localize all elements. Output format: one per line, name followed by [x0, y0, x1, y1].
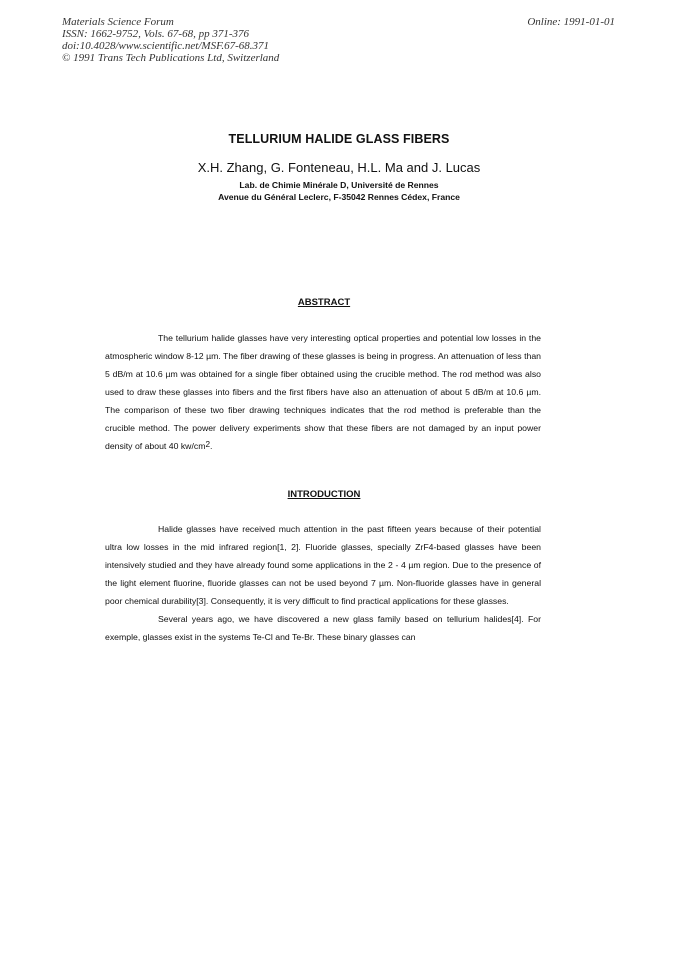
abstract-text: The tellurium halide glasses have very interesting optical properties and potential low losses in the atmospheric window 8-12 µm. The fiber drawing of these glasses is being in progress. An attenuation of less than 5 dB/m at 10.6 µm was obtained for a single fiber obtained using the crucible method. The rod method was also used to draw these glasses into fibers and the first fibers have also an attenuation of about 5 dB/m at 10.6 µm. The comparison of these two fiber drawing techniques indicates that the rod method is preferable than the crucible method. The power delivery experiments show that these fibers are not damaged by an input power density of about 40 kw/cm	[105, 333, 541, 451]
online-date: Online: 1991-01-01	[527, 16, 615, 28]
journal-name: Materials Science Forum	[62, 16, 174, 28]
publication-info	[62, 16, 279, 64]
abstract-paragraph	[105, 329, 541, 455]
affiliation-line-2: Avenue du Général Leclerc, F-35042 Rennes Cédex, France	[218, 192, 460, 202]
introduction-heading: INTRODUCTION	[287, 489, 361, 500]
introduction-paragraph-1: Halide glasses have received much attention in the past fifteen years because of their potential ultra low losses in the mid infrared region[1, 2]. Fluoride glasses, specially ZrF4-based glasses have been intensively studied and they have already found some applications in the 2 - 4 µm region. Due to the presence of the light element fluorine, fluoride glasses can not be used beyond 7 µm. Non-fluoride glasses have in general poor chemical durability[3]. Consequently, it is very difficult to find practical applications for these glasses.	[105, 524, 541, 606]
abstract-superscript: 2	[205, 440, 211, 449]
introduction-body	[105, 520, 541, 646]
abstract-heading: ABSTRACT	[297, 297, 351, 308]
affiliation-line-1: Lab. de Chimie Minérale D, Université de Rennes	[239, 180, 439, 190]
abstract-body	[105, 329, 541, 455]
copyright-line: © 1991 Trans Tech Publications Ltd, Switzerland	[62, 52, 280, 64]
paper-title: TELLURIUM HALIDE GLASS FIBERS	[228, 132, 450, 146]
abstract-end: .	[210, 441, 213, 451]
introduction-paragraph-2: Several years ago, we have discovered a new glass family based on tellurium halides[4]. For exemple, glasses exist in the systems Te-Cl and Te-Br. These binary glasses can	[105, 614, 541, 642]
issn-line: ISSN: 1662-9752, Vols. 67-68, pp 371-376	[62, 28, 249, 40]
paper-authors: X.H. Zhang, G. Fonteneau, H.L. Ma and J. Lucas	[197, 160, 481, 175]
doi-line: doi:10.4028/www.scientific.net/MSF.67-68.371	[62, 40, 270, 52]
